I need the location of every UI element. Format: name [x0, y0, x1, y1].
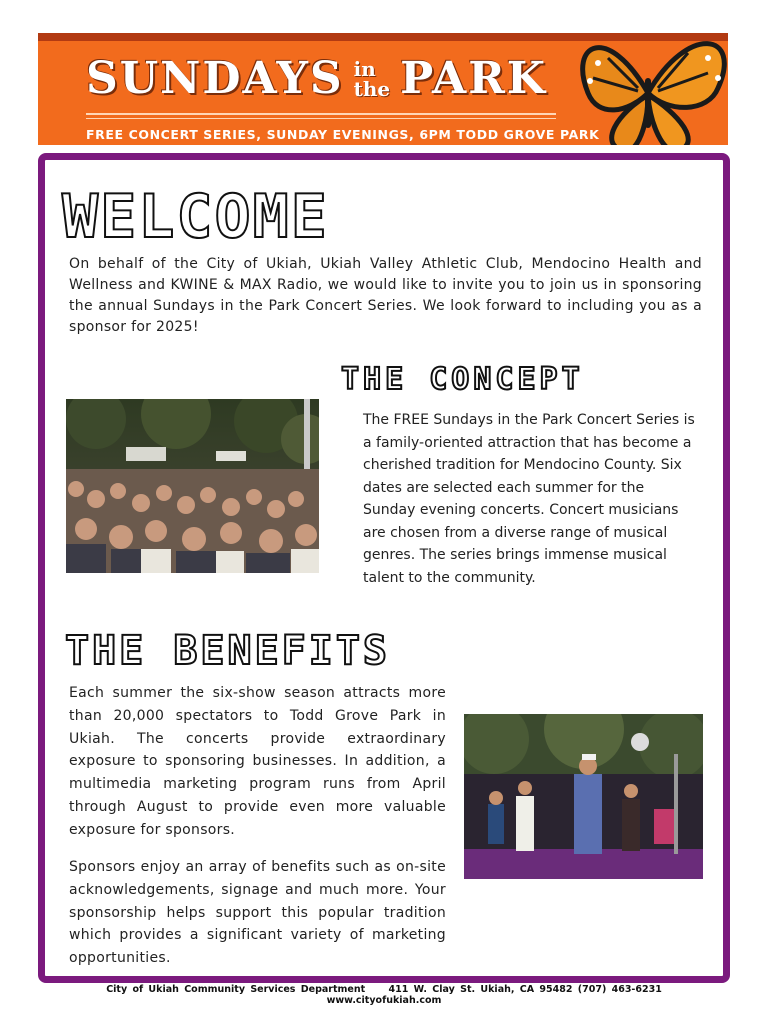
benefits-paragraph-1: Each summer the six-show season attracts more than 20,000 spectators to Todd Grove Park in Ukiah. The concerts provide extraordinary exposure to sponsoring businesses. In addition, a multimedia marketing program runs from April through August to provide even more valuable exposure for sponsors.: [69, 685, 446, 838]
footer-contact: 411 W. Clay St. Ukiah, CA 95482 (707) 463-6231: [388, 984, 662, 995]
crowd-photo: [66, 399, 319, 573]
benefits-heading: THE BENEFITS: [65, 628, 390, 674]
footer-website-link[interactable]: www.cityofukiah.com: [326, 995, 442, 1006]
concept-paragraph: The FREE Sundays in the Park Concert Series is a family-oriented attraction that has become a cherished tradition for Mendocino County. Six dates are selected each summer for the Sunday evening concerts. Concert musicians are chosen from a diverse range of musical genres. The series brings immense musical talent to the community.: [363, 412, 695, 586]
stage-band-photo: [464, 714, 703, 879]
welcome-paragraph: On behalf of the City of Ukiah, Ukiah Valley Athletic Club, Mendocino Health and Wellness and KWINE & MAX Radio, we would like to invite you to join us in sponsoring the annual Sundays in the Park Concert Series. We look forward to including you as a sponsor for 2025!: [69, 256, 702, 335]
banner-divider: [86, 113, 556, 115]
benefits-paragraph-2: Sponsors enjoy an array of benefits such as on-site acknowledgements, signage and much more. Your sponsorship helps support this popular tradition which provides a significant variety of marketing opportunities.: [69, 859, 446, 967]
banner-title-park: PARK: [400, 53, 548, 104]
monarch-butterfly-icon: [568, 33, 728, 145]
banner-title: [86, 53, 547, 104]
concept-heading: THE CONCEPT: [341, 362, 584, 397]
banner-title-the: the: [353, 76, 391, 101]
banner-title-in-the: [353, 56, 391, 101]
banner-title-sundays: SUNDAYS: [86, 53, 344, 104]
header-banner: [38, 33, 728, 145]
banner-title-in: in: [353, 56, 376, 81]
banner-divider: [86, 118, 556, 119]
page-footer: [38, 984, 730, 1006]
welcome-heading: WELCOME: [62, 182, 329, 252]
banner-subtitle: FREE CONCERT SERIES, SUNDAY EVENINGS, 6PM TODD GROVE PARK: [86, 127, 600, 142]
footer-department: City of Ukiah Community Services Department: [106, 984, 366, 995]
